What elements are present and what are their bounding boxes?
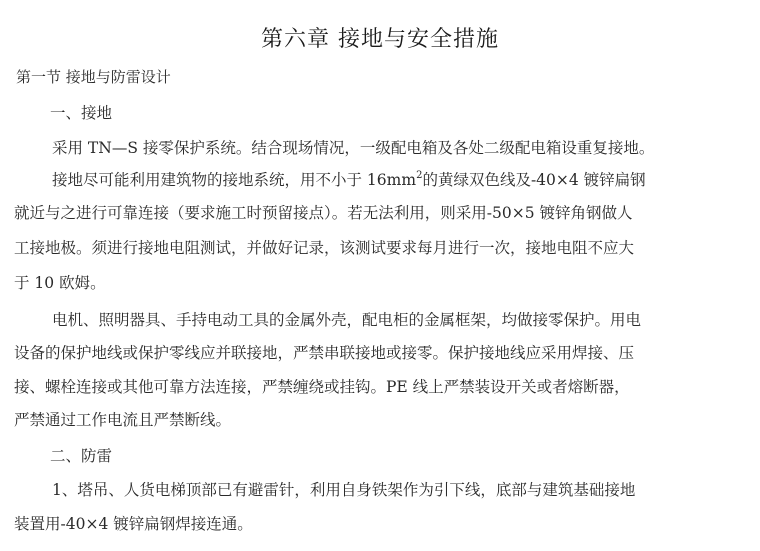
paragraph-line: 设备的保护地线或保护零线应并联接地，严禁串联接地或接零。保护接地线应采用焊接、压 <box>14 344 635 362</box>
paragraph-line: 接、螺栓连接或其他可靠方法连接，严禁缠绕或挂钩。PE 线上严禁装设开关或者熔断器， <box>14 378 630 396</box>
paragraph-line: 于 10 欧姆。 <box>14 274 106 292</box>
paragraph-line: 1、塔吊、人货电梯顶部已有避雷针，利用自身铁架作为引下线，底部与建筑基础接地 <box>52 481 636 499</box>
paragraph-line: 就近与之进行可靠连接（要求施工时预留接点）。若无法利用，则采用-50×5 镀锌角钢做人 <box>14 204 633 222</box>
paragraph-line: 电机、照明器具、手持电动工具的金属外壳，配电柜的金属框架，均做接零保护。用电 <box>52 311 642 329</box>
chapter-title: 第六章 接地与安全措施 <box>261 27 499 52</box>
paragraph-line: 装置用-40×4 镀锌扁钢焊接连通。 <box>14 515 253 533</box>
text-span: 的黄绿双色线及-40×4 镀锌扁钢 <box>422 171 646 189</box>
paragraph-line: 工接地极。须进行接地电阻测试，并做好记录，该测试要求每月进行一次，接地电阻不应大 <box>14 239 635 257</box>
subsection-heading-grounding: 一、接地 <box>50 104 113 122</box>
text-span: 接地尽可能利用建筑物的接地系统，用不小于 16mm <box>52 171 417 189</box>
paragraph-line: 采用 TN—S 接零保护系统。结合现场情况，一级配电箱及各处二级配电箱设重复接地。 <box>52 139 655 157</box>
section-title: 第一节 接地与防雷设计 <box>16 68 171 86</box>
paragraph-line <box>52 170 646 190</box>
paragraph-line: 严禁通过工作电流且严禁断线。 <box>14 411 232 429</box>
superscript: 2 <box>416 170 423 181</box>
subsection-heading-lightning: 二、防雷 <box>50 447 113 465</box>
